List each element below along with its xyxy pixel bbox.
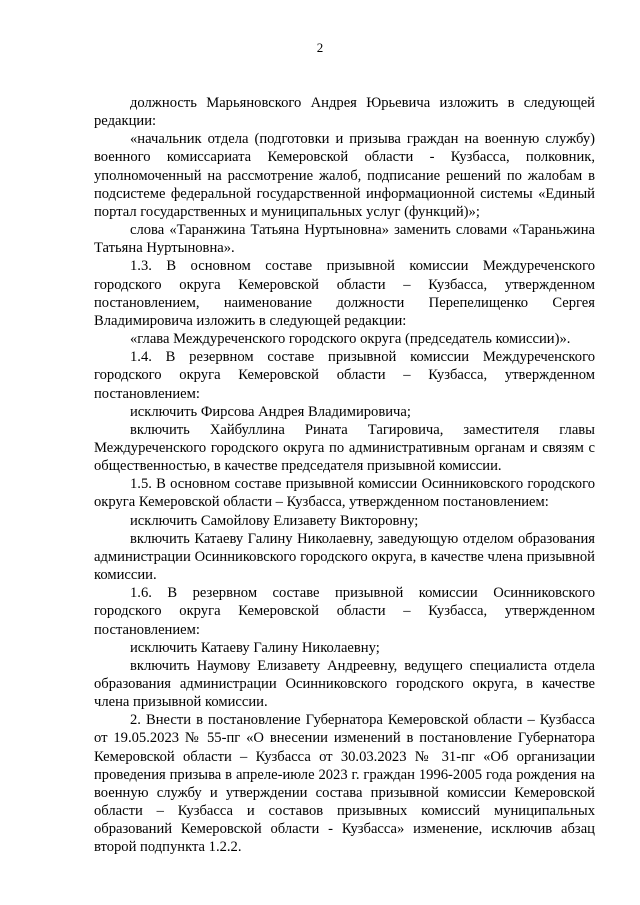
paragraph-1-6: 1.6. В резервном составе призывной комиссии Осинниковского городского округа Кемеровской области – Кузбасса, утвержденном постановлением: xyxy=(94,585,595,638)
paragraph-head-of-mezhdurechensk: «глава Междуреченского городского округа (председатель комиссии)». xyxy=(130,331,571,348)
paragraph-exclude-samoylova: исключить Самойлову Елизавету Викторовну; xyxy=(130,512,419,529)
paragraph-include-naumova: включить Наумову Елизавету Андреевну, ведущего специалиста отдела образования администрации Осинниковского городского округа, в качестве члена призывной комиссии. xyxy=(94,657,595,711)
paragraph-marianovsky-position: должность Марьяновского Андрея Юрьевича изложить в следующей редакции: xyxy=(94,95,595,130)
paragraph-exclude-kataeva: исключить Катаеву Галину Николаевну; xyxy=(130,639,380,656)
paragraph-include-kataeva: включить Катаеву Галину Николаевну, заведующую отделом образования администрации Осинниковского городского округа, в качестве члена призывной комиссии. xyxy=(94,530,595,584)
document-body xyxy=(94,94,595,857)
paragraph-2-amendment: 2. Внести в постановление Губернатора Кемеровской области – Кузбасса от 19.05.2023 № 55-пг «О внесении изменений в постановление Губернатора Кемеровской области – Кузбасса от 30.03.2023 № 31-пг «Об организации проведения призыва в апреле-июле 2023 г. граждан 1996-2005 года рождения на военную службу и утверждении состава призывной комиссии Кемеровской области – Кузбасса и составов призывных комиссий муниципальных образований Кемеровской области - Кузбасса» изменение, исключив абзац второй подпункта 1.2.2. xyxy=(94,712,595,856)
paragraph-1-3: 1.3. В основном составе призывной комиссии Междуреченского городского округа Кемеровской области – Кузбасса, утвержденном постановлением, наименование должности Перепелищенко Сергея Владимировича изложить в следующей редакции: xyxy=(94,258,595,329)
paragraph-1-5: 1.5. В основном составе призывной комиссии Осинниковского городского округа Кемеровской области – Кузбасса, утвержденном постановлением: xyxy=(94,476,595,511)
paragraph-replace-taranzhina: слова «Таранжина Татьяна Нуртыновна» заменить словами «Тараньжина Татьяна Нуртыновна». xyxy=(94,222,595,257)
paragraph-new-wording-head-of-department: «начальник отдела (подготовки и призыва граждан на военную службу) военного комиссариата Кемеровской области - Кузбасса, полковник, уполномоченный на рассмотрение жалоб, подписание решений по жалобам в подсистеме федеральной государственной информационной системы «Единый портал государственных и муниципальных услуг (функций)»; xyxy=(94,131,595,220)
page-number: 2 xyxy=(316,40,324,55)
paragraph-1-4: 1.4. В резервном составе призывной комиссии Междуреченского городского округа Кемеровской области – Кузбасса, утвержденном постановлением: xyxy=(94,349,595,402)
paragraph-exclude-firsov: исключить Фирсова Андрея Владимировича; xyxy=(130,403,411,420)
paragraph-include-khaibullin: включить Хайбуллина Рината Тагировича, заместителя главы Междуреченского городского округа по административным органам и связям с общественностью, в качестве председателя призывной комиссии. xyxy=(94,421,595,475)
